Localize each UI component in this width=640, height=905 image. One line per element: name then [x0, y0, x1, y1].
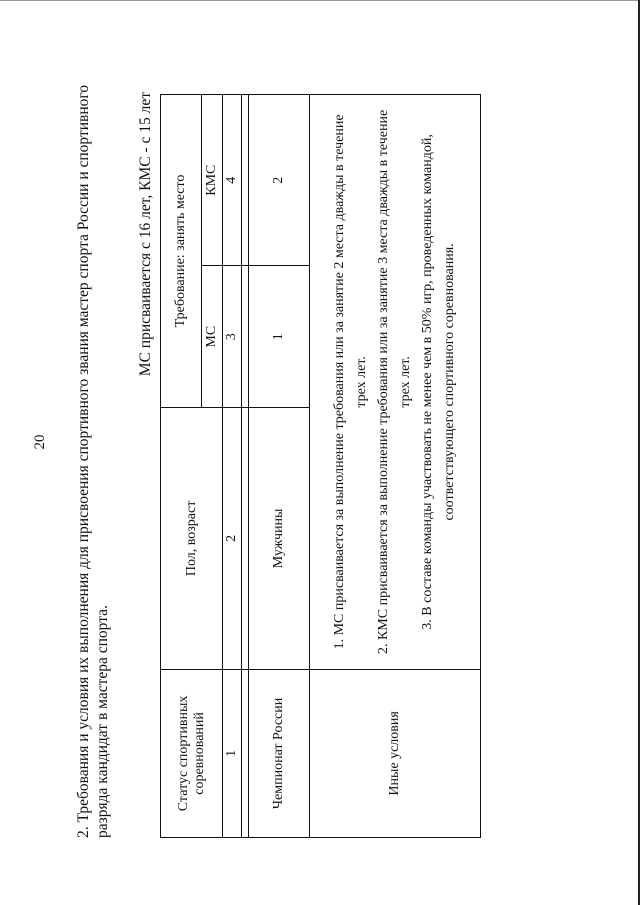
table-row: [249, 95, 310, 838]
column-number: 1: [223, 669, 242, 837]
other-conditions: [310, 95, 481, 670]
spacer-cell: [242, 266, 249, 408]
spacer-cell: [242, 669, 249, 837]
condition-item: 2. КМС присваивается за выполнение требования или за занятие 3 места дважды в течение трех лет.: [376, 109, 413, 655]
header-kms: КМС: [202, 95, 223, 266]
spacer-cell: [242, 407, 249, 669]
cell-other-label: Иные условия: [310, 669, 481, 837]
cell-ms-place: 1: [249, 266, 310, 408]
column-number: 3: [223, 266, 242, 408]
age-requirement-note: МС присваивается с 16 лет, КМС - с 15 лет: [137, 92, 154, 377]
header-ms: МС: [202, 266, 223, 408]
cell-kms-place: 2: [249, 95, 310, 266]
page-number: 20: [32, 434, 48, 450]
spacer-cell: [242, 95, 249, 266]
column-number: 4: [223, 95, 242, 266]
table-row: [310, 95, 481, 838]
header-status: Статус спортивных соревнований: [161, 669, 223, 837]
section-heading: 2. Требования и условия их выполнения для присвоения спортивного звания мастер спорта России и спортивного разряда кандидат в мастера спорта.: [75, 84, 111, 838]
requirements-table: [160, 94, 481, 838]
column-number: 2: [223, 407, 242, 669]
cell-sex-age: Мужчины: [249, 407, 310, 669]
header-sex-age: Пол, возраст: [161, 407, 223, 669]
header-requirement: Требование: занять место: [161, 95, 202, 408]
condition-item: 3. В составе команды участвовать не менее чем в 50% игр, проведенных командой, соответствующего спортивного соревнования.: [420, 134, 457, 630]
cell-status: Чемпионат России: [249, 669, 310, 837]
condition-item: 1. МС присваивается за выполнение требования или за занятие 2 места дважды в течение трех лет.: [332, 114, 369, 650]
